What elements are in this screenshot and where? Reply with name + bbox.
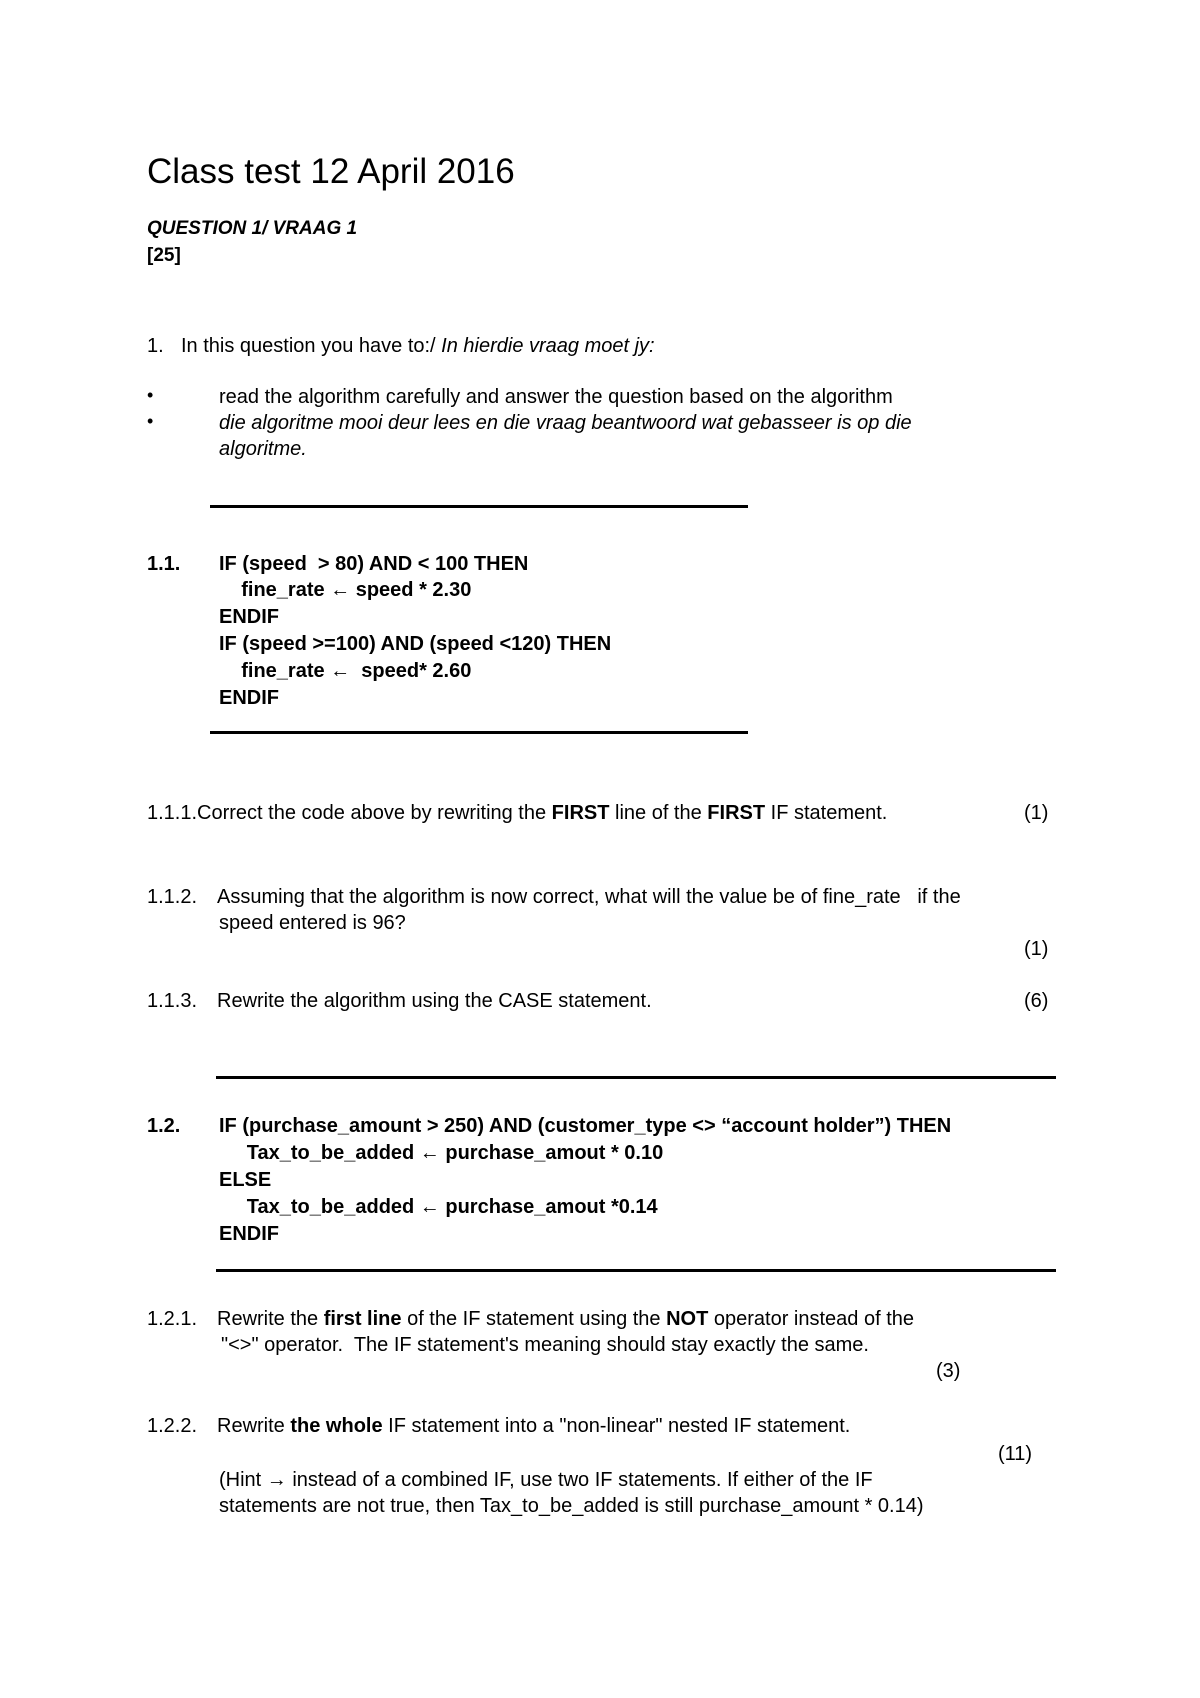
q-text: line of the bbox=[609, 802, 708, 824]
q-text: Rewrite bbox=[217, 1415, 291, 1437]
q-text: Rewrite the bbox=[217, 1308, 324, 1330]
q-1-2-1-number: 1.2.1. bbox=[147, 1308, 198, 1330]
q-1-1-3-text: Rewrite the algorithm using the CASE statement. bbox=[217, 990, 652, 1012]
code-line: Tax_to_be_added ← purchase_amout *0.14 bbox=[219, 1196, 658, 1218]
marks-1-1-3: (6) bbox=[1024, 990, 1049, 1012]
q-text: 1.1.1.Correct the code above by rewriting the bbox=[147, 802, 552, 824]
bullet-symbol: • bbox=[147, 411, 154, 431]
section-1-1-number: 1.1. bbox=[147, 553, 181, 575]
code-line: ENDIF bbox=[219, 606, 279, 628]
q-text: IF statement into a "non-linear" nested IF statement. bbox=[382, 1415, 851, 1437]
code-line: ELSE bbox=[219, 1169, 272, 1191]
bullet-1-text: read the algorithm carefully and answer the question based on the algorithm bbox=[219, 386, 893, 408]
q-text: of the IF statement using the bbox=[401, 1308, 667, 1330]
separator-line bbox=[216, 1076, 1056, 1079]
page-title: Class test 12 April 2016 bbox=[147, 152, 515, 191]
code-line: IF (purchase_amount > 250) AND (customer_type <> “account holder”) THEN bbox=[219, 1115, 952, 1137]
bullet-2-text-cont: algoritme. bbox=[219, 438, 307, 460]
bullet-2-text: die algoritme mooi deur lees en die vraag beantwoord wat gebasseer is op die bbox=[219, 412, 912, 434]
marks-1-2-2: (11) bbox=[998, 1443, 1033, 1465]
code-line: fine_rate ← speed * 2.30 bbox=[219, 579, 472, 601]
q-bold: the whole bbox=[290, 1415, 383, 1437]
q-text: IF statement. bbox=[765, 802, 888, 824]
q-1-1-2-text-cont: speed entered is 96? bbox=[219, 912, 406, 934]
marks-1-1-2: (1) bbox=[1024, 938, 1049, 960]
code-line: ENDIF bbox=[219, 687, 279, 709]
code-line: fine_rate ← speed* 2.60 bbox=[219, 660, 472, 682]
q-1-2-1-text-cont: "<>" operator. The IF statement's meaning should stay exactly the same. bbox=[221, 1334, 869, 1356]
q-1-2-2-number: 1.2.2. bbox=[147, 1415, 198, 1437]
separator-line bbox=[210, 731, 748, 734]
intro-text-en: In this question you have to:/ bbox=[181, 335, 442, 357]
q-1-1-2-number: 1.1.2. bbox=[147, 886, 198, 908]
question-heading: QUESTION 1/ VRAAG 1 bbox=[147, 218, 358, 239]
marks-1-2-1: (3) bbox=[936, 1360, 961, 1382]
code-line: IF (speed > 80) AND < 100 THEN bbox=[219, 553, 529, 575]
intro-text-af: In hierdie vraag moet jy: bbox=[441, 335, 655, 357]
q-bold: NOT bbox=[666, 1308, 709, 1330]
total-marks: [25] bbox=[147, 245, 181, 266]
bullet-symbol: • bbox=[147, 385, 154, 405]
q-text: operator instead of the bbox=[708, 1308, 915, 1330]
intro-text bbox=[181, 333, 655, 359]
q-bold: FIRST bbox=[707, 802, 766, 824]
section-1-2-number: 1.2. bbox=[147, 1115, 181, 1137]
separator-line bbox=[216, 1269, 1056, 1272]
code-line: ENDIF bbox=[219, 1223, 279, 1245]
code-line: Tax_to_be_added ← purchase_amout * 0.10 bbox=[219, 1142, 664, 1164]
code-line: IF (speed >=100) AND (speed <120) THEN bbox=[219, 633, 612, 655]
separator-line bbox=[210, 505, 748, 508]
intro-number: 1. bbox=[147, 335, 164, 357]
q-bold: first line bbox=[323, 1308, 402, 1330]
marks-1-1-1: (1) bbox=[1024, 802, 1049, 824]
q-bold: FIRST bbox=[551, 802, 610, 824]
question-1-1-1 bbox=[147, 800, 887, 826]
hint-text-cont: statements are not true, then Tax_to_be_added is still purchase_amount * 0.14) bbox=[219, 1495, 924, 1517]
hint-text: (Hint → instead of a combined IF, use two IF statements. If either of the IF bbox=[219, 1469, 873, 1491]
q-1-1-2-text: Assuming that the algorithm is now correct, what will the value be of fine_rate if the bbox=[217, 886, 961, 908]
q-1-1-3-number: 1.1.3. bbox=[147, 990, 198, 1012]
q-1-2-2-text bbox=[217, 1413, 850, 1439]
q-1-2-1-text bbox=[217, 1306, 914, 1332]
